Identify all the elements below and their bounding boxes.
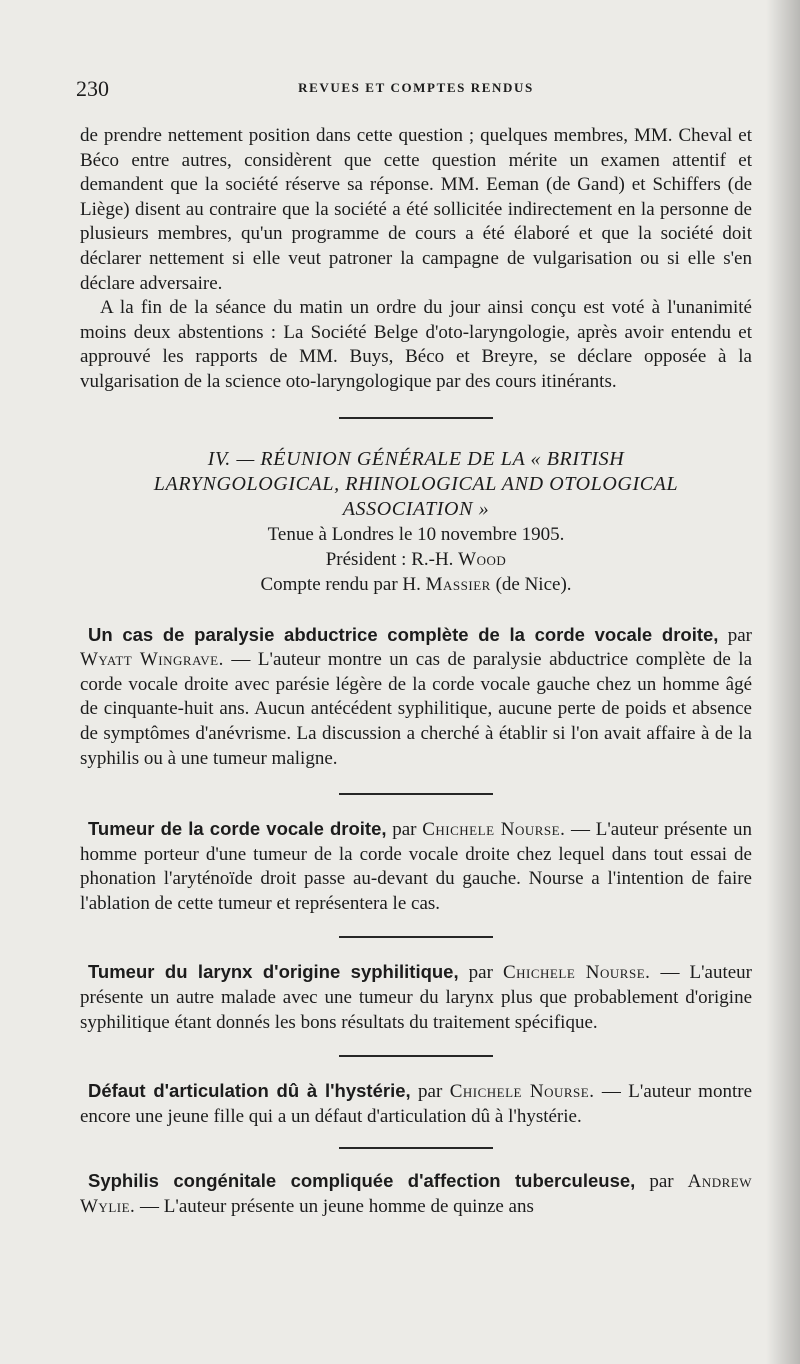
running-title: REVUES ET COMPTES RENDUS: [298, 80, 534, 95]
report-suffix: (de Nice).: [495, 573, 572, 595]
report-text: — L'auteur présente un jeune homme de quinze ans: [140, 1196, 534, 1218]
report-author-name: Andrew Wylie.: [80, 1171, 753, 1218]
report-entry: [80, 1079, 752, 1129]
section-heading: [80, 447, 752, 597]
section-title-line-1: IV. — RÉUNION GÉNÉRALE DE LA « BRITISH: [207, 447, 625, 470]
report-entry: [80, 817, 752, 916]
report-author-name: Chichele Nourse.: [422, 819, 566, 841]
report-by: par: [727, 624, 752, 646]
report-topic: Un cas de paralysie abductrice complète de la corde vocale droite,: [88, 623, 719, 645]
separator-rule: [339, 936, 493, 938]
report-paragraph: [80, 817, 752, 916]
separator-rule: [339, 417, 493, 419]
report-by: par: [468, 962, 493, 984]
separator-rule: [339, 1055, 493, 1057]
report-entry: [80, 1169, 752, 1219]
president-name: Wood: [458, 548, 507, 570]
report-entry: [80, 623, 752, 772]
report-paragraph: [80, 960, 752, 1035]
report-author-name: Wyatt Wingrave.: [80, 649, 224, 671]
meeting-president: [80, 547, 752, 572]
report-author-name: Chichele Nourse.: [449, 1081, 595, 1103]
report-paragraph: [80, 1079, 752, 1129]
page-header: [76, 76, 756, 102]
report-paragraph: [80, 1169, 752, 1219]
page-body: [80, 124, 752, 1220]
report-author: Massier: [425, 573, 491, 595]
report-byline: [80, 572, 752, 597]
intro-paragraph-2: A la fin de la séance du matin un ordre du jour ainsi conçu est voté à l'unanimité moins deux abstentions : La Société Belge d'oto-laryngologie, après avoir entendu et approuvé les rapports de MM. Buys, Béco et Breyre, se déclare opposée à la vulgarisation de la science oto-laryngologique par des cours itinérants.: [80, 297, 752, 392]
report-topic: Syphilis congénitale compliquée d'affection tuberculeuse,: [88, 1170, 636, 1192]
meeting-date: Tenue à Londres le 10 novembre 1905.: [267, 523, 565, 545]
report-paragraph: [80, 623, 752, 772]
separator-rule: [339, 793, 493, 795]
section-title-line-3: ASSOCIATION »: [342, 497, 490, 520]
report-text: — L'auteur présente un autre malade avec une tumeur du larynx plus que probablement d'origine syphilitique étant donnés les bons résultats du traitement spécifique.: [80, 962, 752, 1033]
report-by: par: [418, 1081, 443, 1103]
report-topic: Tumeur de la corde vocale droite,: [88, 818, 387, 840]
report-topic: Défaut d'articulation dû à l'hystérie,: [88, 1080, 411, 1102]
page-spine-shadow: [766, 0, 800, 1364]
report-text: — L'auteur présente un homme porteur d'une tumeur de la corde vocale droite chez lequel dans tout essai de phonation l'aryténoïde droit passe au-devant du gauche. Nourse a l'intention de faire l'ablation de cette tumeur et représentera le cas.: [80, 819, 753, 914]
separator-rule: [339, 1147, 493, 1149]
report-prefix: Compte rendu par H.: [260, 573, 421, 595]
president-label: Président : R.-H.: [325, 548, 454, 570]
page-number: 230: [76, 76, 109, 101]
intro-paragraph-1: de prendre nettement position dans cette question ; quelques membres, MM. Cheval et Béco entre autres, considèrent que cette question mérite un examen attentif et demandent que la société réserve sa réponse. MM. Eeman (de Gand) et Schiffers (de Liège) disent au contraire que la société a été sollicitée indirectement en la personne de plusieurs membres, qu'un programme de cours a été élaboré et que la société doit déclarer nettement si elle veut patroner la campagne de vulgarisation ou si elle s'en déclare adversaire.: [80, 125, 752, 294]
report-topic: Tumeur du larynx d'origine syphilitique,: [88, 961, 459, 983]
report-by: par: [392, 819, 417, 841]
report-text: — L'auteur montre encore une jeune fille qui a un défaut d'articulation dû à l'hystérie.: [80, 1081, 753, 1127]
report-author-name: Chichele Nourse.: [502, 962, 651, 984]
report-text: — L'auteur montre un cas de paralysie abductrice complète de la corde vocale droite avec parésie légère de la corde vocale gauche chez un homme âgé de cinquante-huit ans. Aucun antécédent syphilitique, aucune perte de poids et absence de symptômes d'anévrisme. La discussion a cherché à établir si l'on avait affaire à de la syphilis ou à une tumeur maligne.: [80, 649, 752, 769]
report-by: par: [649, 1171, 674, 1193]
report-entry: [80, 960, 752, 1035]
section-title-line-2: LARYNGOLOGICAL, RHINOLOGICAL AND OTOLOGICAL: [153, 472, 679, 495]
